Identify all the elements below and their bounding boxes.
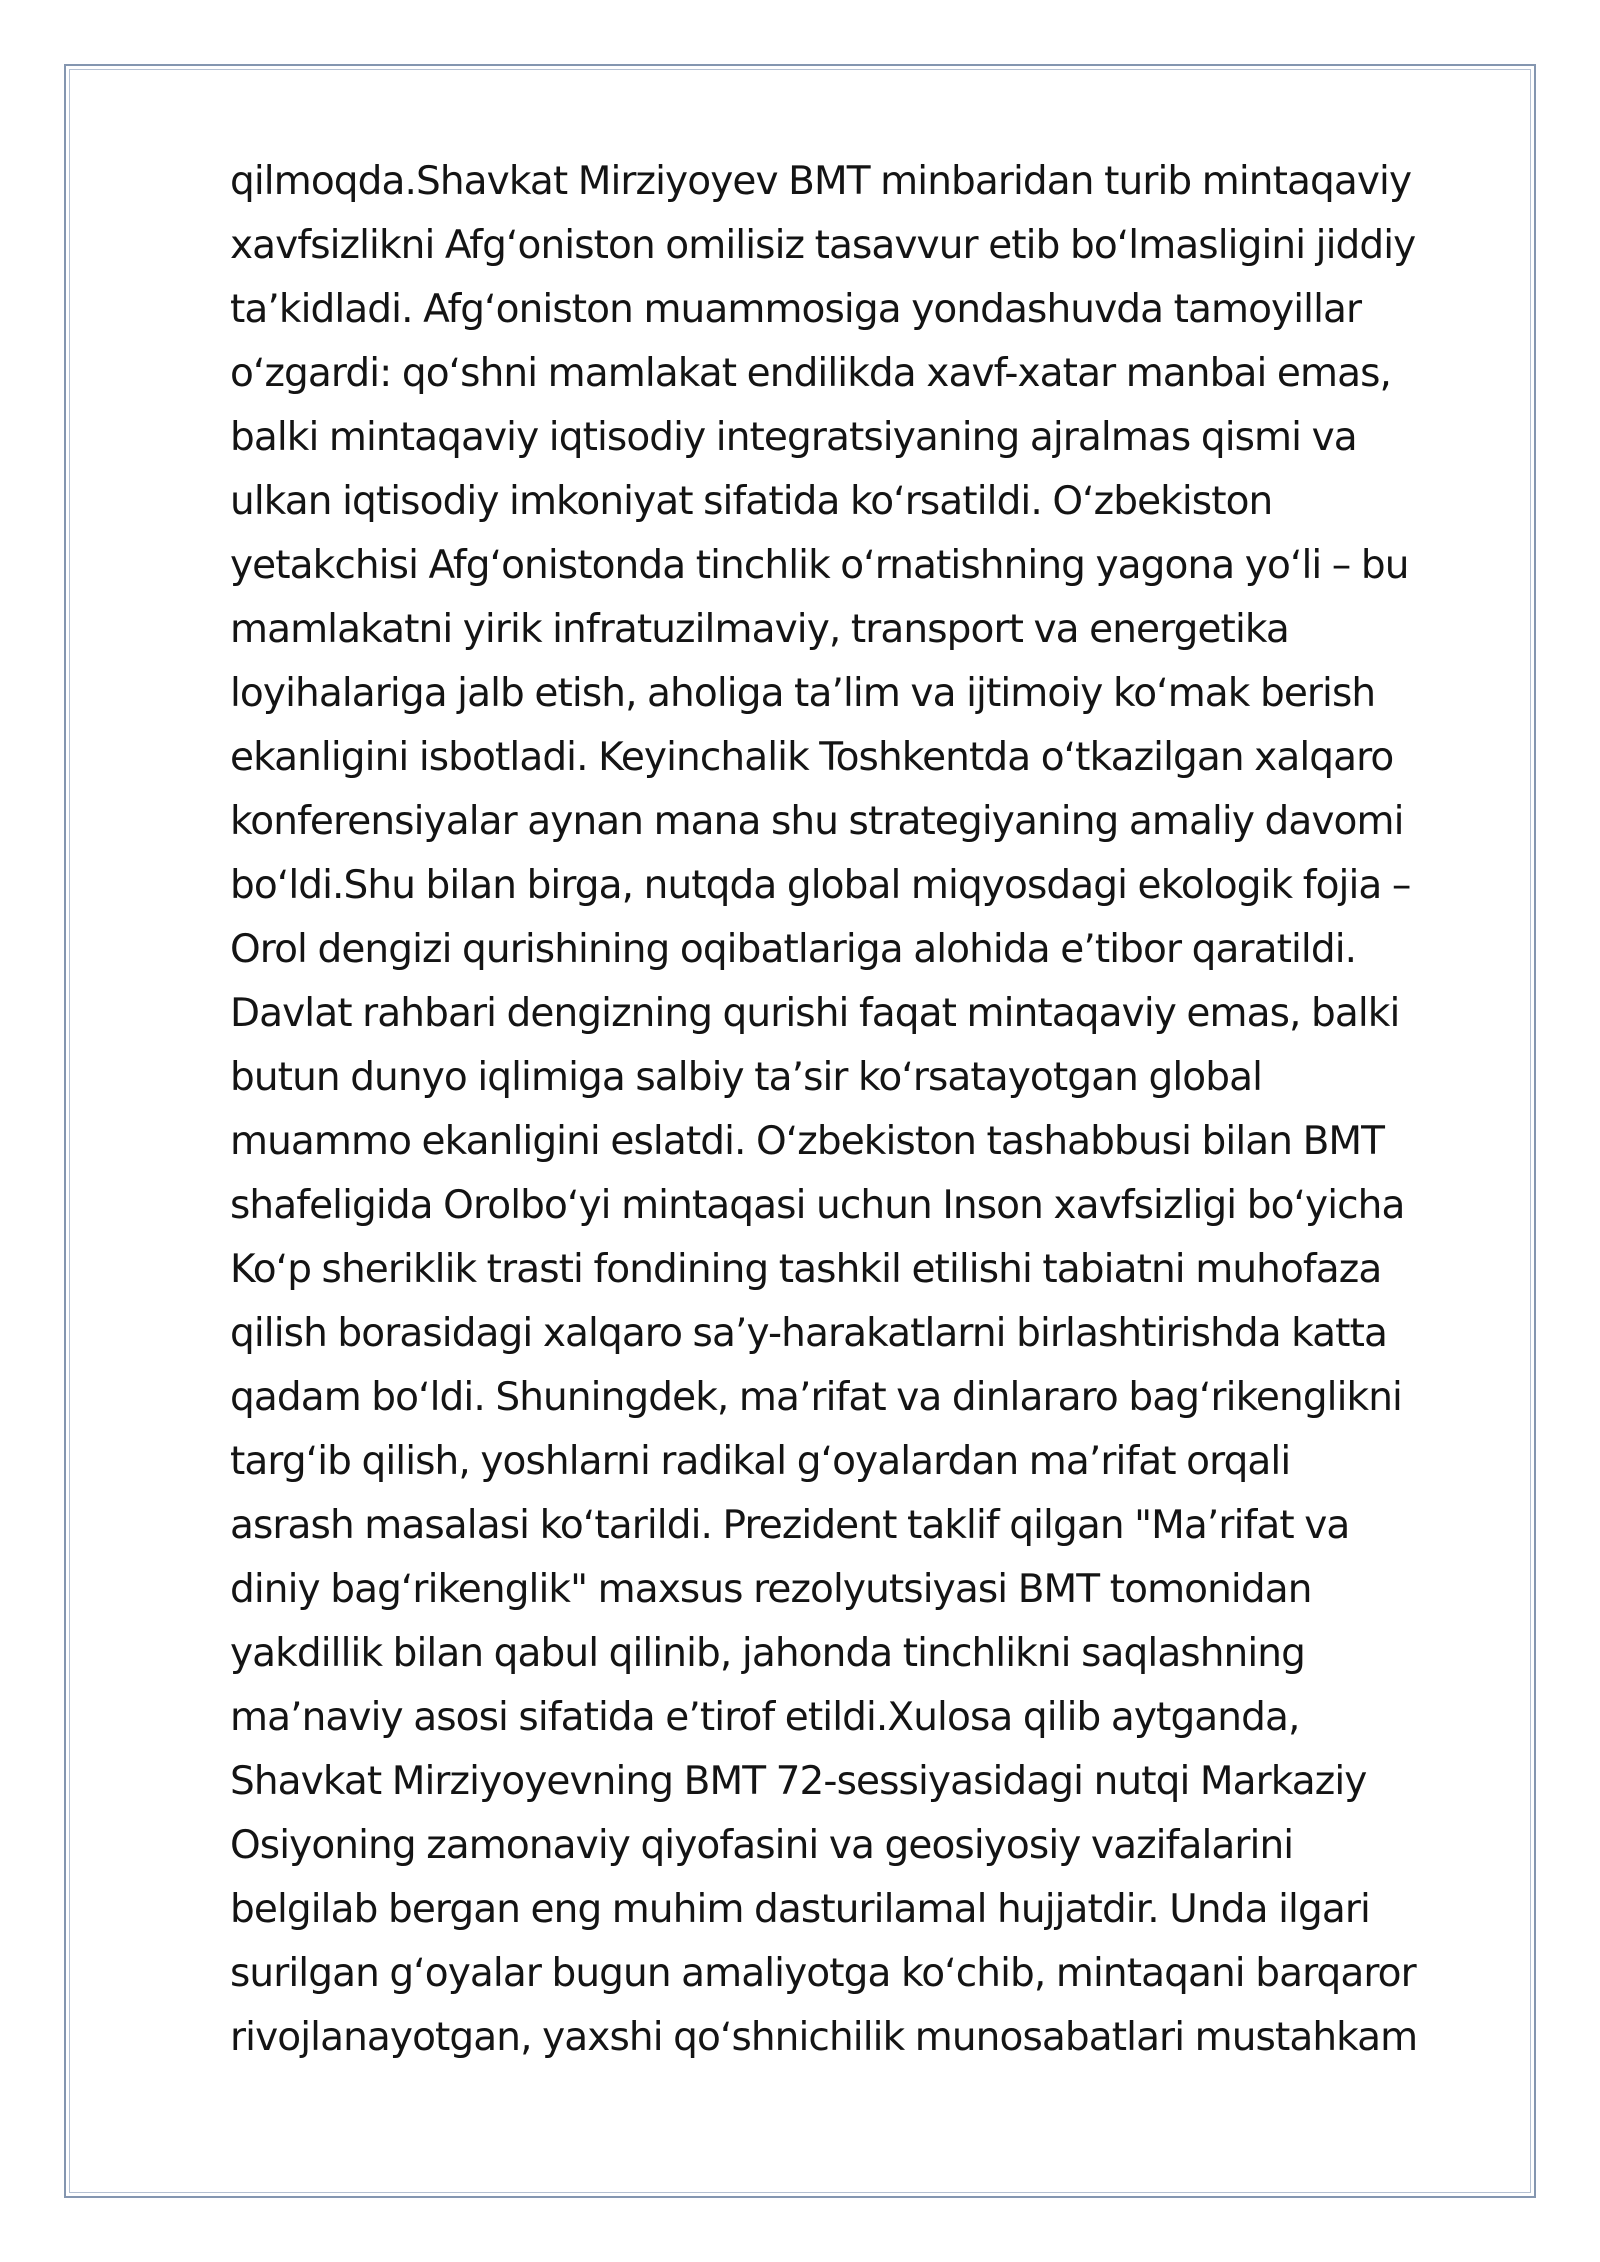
text-line: butun dunyo iqlimiga salbiy ta’sir ko‘rsatayotgan global (230, 1055, 1263, 1100)
text-line: mamlakatni yirik infratuzilmaviy, transport va energetika (230, 607, 1289, 652)
text-line: xavfsizlikni Afg‘oniston omilisiz tasavvur etib bo‘lmasligini jiddiy (230, 223, 1416, 268)
text-line: balki mintaqaviy iqtisodiy integratsiyaning ajralmas qismi va (230, 415, 1357, 460)
text-line: qadam bo‘ldi. Shuningdek, ma’rifat va dinlararo bag‘rikenglikni (230, 1375, 1402, 1420)
text-line: ma’naviy asosi sifatida e’tirof etildi.Xulosa qilib aytganda, (230, 1695, 1300, 1740)
text-line: qilish borasidagi xalqaro sa’y-harakatlarni birlashtirishda katta (230, 1311, 1387, 1356)
text-line: Osiyoning zamonaviy qiyofasini va geosiyosiy vazifalarini (230, 1823, 1294, 1868)
text-line: diniy bag‘rikenglik" maxsus rezolyutsiyasi BMT tomonidan (230, 1567, 1312, 1612)
text-line: ta’kidladi. Afg‘oniston muammosiga yondashuvda tamoyillar (230, 287, 1362, 332)
text-line: Davlat rahbari dengizning qurishi faqat mintaqaviy emas, balki (230, 991, 1400, 1036)
text-line: ulkan iqtisodiy imkoniyat sifatida ko‘rsatildi. O‘zbekiston (230, 479, 1273, 524)
text-line: o‘zgardi: qo‘shni mamlakat endilikda xavf-xatar manbai emas, (230, 351, 1391, 396)
text-line: shafeligida Orolbo‘yi mintaqasi uchun Inson xavfsizligi bo‘yicha (230, 1183, 1405, 1228)
text-line: targ‘ib qilish, yoshlarni radikal g‘oyalardan ma’rifat orqali (230, 1439, 1291, 1484)
text-line: qilmoqda.Shavkat Mirziyoyev BMT minbaridan turib mintaqaviy (230, 159, 1412, 204)
text-line: asrash masalasi ko‘tarildi. Prezident taklif qilgan "Ma’rifat va (230, 1503, 1350, 1548)
text-line: yetakchisi Afg‘onistonda tinchlik o‘rnatishning yagona yo‘li – bu (230, 543, 1409, 588)
text-line: belgilab bergan eng muhim dasturilamal hujjatdir. Unda ilgari (230, 1887, 1370, 1932)
text-line: Ko‘p sheriklik trasti fondining tashkil etilishi tabiatni muhofaza (230, 1247, 1382, 1292)
text-line: loyihalariga jalb etish, aholiga ta’lim va ijtimoiy ko‘mak berish (230, 671, 1376, 716)
text-line: Shavkat Mirziyoyevning BMT 72-sessiyasidagi nutqi Markaziy (230, 1759, 1367, 1804)
body-paragraph (230, 150, 1490, 2070)
text-line: ekanligini isbotladi. Keyinchalik Toshkentda o‘tkazilgan xalqaro (230, 735, 1394, 780)
text-line: Orol dengizi qurishining oqibatlariga alohida e’tibor qaratildi. (230, 927, 1357, 972)
text-line: konferensiyalar aynan mana shu strategiyaning amaliy davomi (230, 799, 1404, 844)
text-line: bo‘ldi.Shu bilan birga, nutqda global miqyosdagi ekologik fojia – (230, 863, 1411, 908)
text-line: rivojlanayotgan, yaxshi qo‘shnichilik munosabatlari mustahkam (230, 2015, 1418, 2060)
text-line: yakdillik bilan qabul qilinib, jahonda tinchlikni saqlashning (230, 1631, 1305, 1676)
text-line: surilgan g‘oyalar bugun amaliyotga ko‘chib, mintaqani barqaror (230, 1951, 1416, 1996)
text-line: muammo ekanligini eslatdi. O‘zbekiston tashabbusi bilan BMT (230, 1119, 1385, 1164)
